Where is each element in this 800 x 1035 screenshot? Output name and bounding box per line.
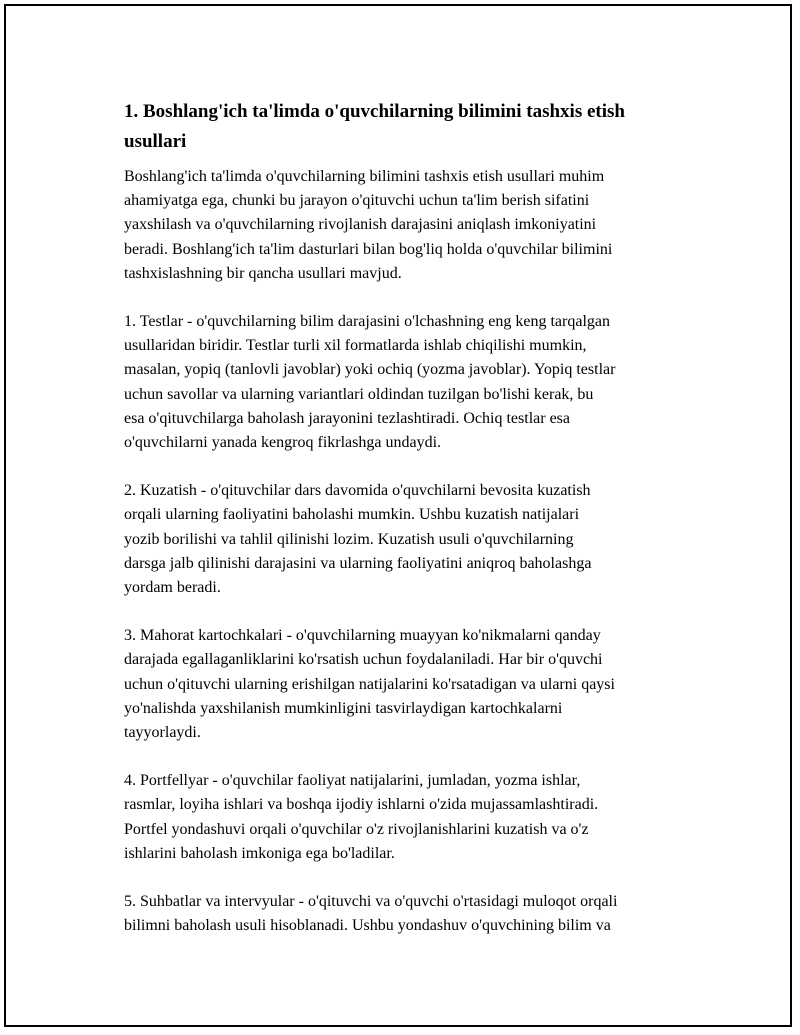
text-line: uchun o'qituvchi ularning erishilgan natijalarini ko'rsatadigan va ularni qaysi (124, 675, 615, 693)
portfellyar-paragraph (124, 769, 696, 866)
text-line: esa o'qituvchilarga baholash jarayonini tezlashtiradi. Ochiq testlar esa (124, 409, 570, 427)
text-line: 3. Mahorat kartochkalari - o'quvchilarning muayyan ko'nikmalarni qanday (124, 627, 601, 645)
text-line: beradi. Boshlang'ich ta'lim dasturlari bilan bog'liq holda o'quvchilar bilimini (124, 240, 613, 258)
kuzatish-paragraph (124, 479, 696, 600)
mahorat-kartochkalari-paragraph (124, 624, 696, 745)
title-line: 1. Boshlang'ich ta'limda o'quvchilarning bilimini tashxis etish (124, 101, 625, 122)
text-line: tashxislashning bir qancha usullari mavjud. (124, 264, 402, 282)
testlar-paragraph (124, 310, 696, 455)
text-line: 1. Testlar - o'quvchilarning bilim darajasini o'lchashning eng keng tarqalgan (124, 313, 610, 331)
text-line: ahamiyatga ega, chunki bu jarayon o'qituvchi uchun ta'lim berish sifatini (124, 192, 590, 210)
text-line: 4. Portfellyar - o'quvchilar faoliyat natijalarini, jumladan, yozma ishlar, (124, 772, 581, 790)
text-line: o'quvchilarni yanada kengroq fikrlashga undaydi. (124, 434, 442, 452)
text-line: usullaridan biridir. Testlar turli xil formatlarda ishlab chiqilishi mumkin, (124, 337, 587, 355)
text-line: ishlarini baholash imkoniga ega bo'ladilar. (124, 844, 395, 862)
intro-paragraph (124, 165, 696, 286)
text-line: 2. Kuzatish - o'qituvchilar dars davomida o'quvchilarni bevosita kuzatish (124, 482, 591, 500)
text-line: 5. Suhbatlar va intervyular - o'qituvchi va o'quvchi o'rtasidagi muloqot orqali (124, 893, 618, 911)
page-frame (4, 4, 792, 1027)
title-line: usullari (124, 131, 187, 152)
text-line: yozib borilishi va tahlil qilinishi lozim. Kuzatish usuli o'quvchilarning (124, 530, 574, 548)
document-content (124, 97, 696, 962)
text-line: Portfel yondashuvi orqali o'quvchilar o'z rivojlanishlarini kuzatish va o'z (124, 820, 589, 838)
text-line: rasmlar, loyiha ishlari va boshqa ijodiy ishlarni o'zida mujassamlashtiradi. (124, 796, 599, 814)
text-line: yaxshilash va o'quvchilarning rivojlanish darajasini aniqlash imkoniyatini (124, 216, 597, 234)
text-line: bilimni baholash usuli hisoblanadi. Ushbu yondashuv o'quvchining bilim va (124, 917, 611, 935)
text-line: uchun savollar va ularning variantlari oldindan tuzilgan bo'lishi kerak, bu (124, 385, 594, 403)
text-line: masalan, yopiq (tanlovli javoblar) yoki ochiq (yozma javoblar). Yopiq testlar (124, 361, 616, 379)
suhbatlar-paragraph (124, 890, 696, 938)
text-line: yo'nalishda yaxshilanish mumkinligini tasvirlaydigan kartochkalarni (124, 699, 563, 717)
text-line: yordam beradi. (124, 579, 221, 597)
text-line: orqali ularning faoliyatini baholashi mumkin. Ushbu kuzatish natijalari (124, 506, 580, 524)
text-line: darajada egallaganliklarini ko'rsatish uchun foydalaniladi. Har bir o'quvchi (124, 651, 603, 669)
section-title (124, 97, 696, 157)
text-line: darsga jalb qilinishi darajasini va ularning faoliyatini aniqroq baholashga (124, 554, 592, 572)
text-line: Boshlang'ich ta'limda o'quvchilarning bilimini tashxis etish usullari muhim (124, 168, 605, 185)
text-line: tayyorlaydi. (124, 724, 201, 742)
